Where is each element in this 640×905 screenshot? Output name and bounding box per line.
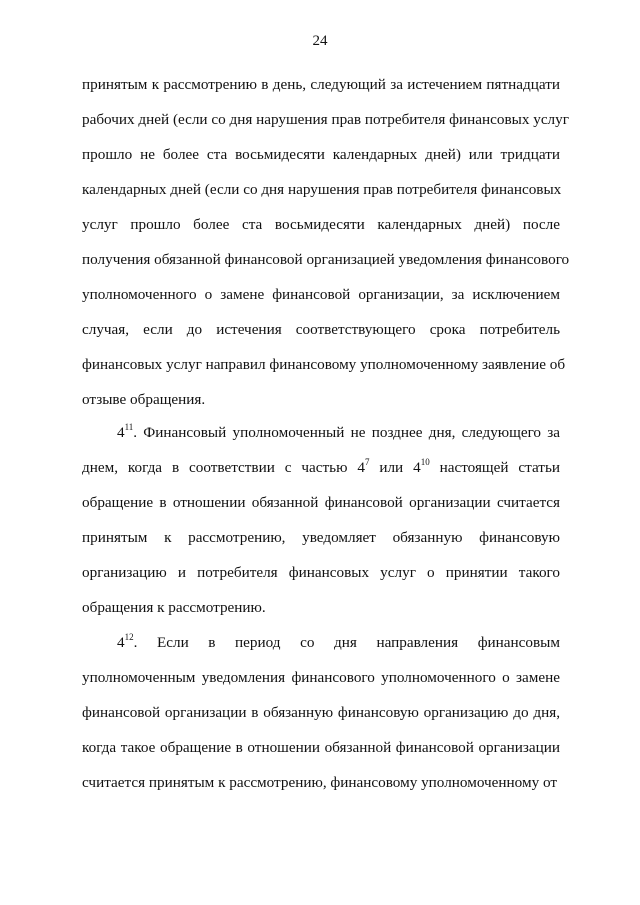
text-run: уполномоченного о замене финансовой организации, за исключением — [82, 286, 560, 303]
superscript: 11 — [124, 422, 134, 432]
text-line — [117, 423, 560, 443]
text-run: обращения к рассмотрению. — [82, 599, 266, 616]
text-run: обращение в отношении обязанной финансовой организации считается — [82, 494, 560, 511]
text-line — [82, 285, 560, 305]
text-run: услуг прошло более ста восьмидесяти календарных дней) после — [82, 216, 560, 233]
text-run: . Финансовый уполномоченный не позднее дня, следующего за — [133, 424, 560, 441]
text-run: принятым к рассмотрению, уведомляет обязанную финансовую — [82, 529, 560, 546]
text-run: настоящей статьи — [429, 459, 560, 476]
text-line — [82, 563, 560, 583]
page-number: 24 — [312, 33, 328, 49]
text-line — [82, 355, 566, 375]
text-run: случая, если до истечения соответствующего срока потребитель — [82, 321, 560, 338]
text-line — [117, 633, 560, 653]
text-run: календарных дней (если со дня нарушения прав потребителя финансовых — [82, 181, 562, 198]
text-line — [82, 703, 560, 723]
text-run: днем, когда в соответствии с частью 4 — [82, 459, 365, 476]
text-line — [82, 390, 560, 410]
text-line — [82, 598, 560, 618]
text-run: финансовой организации в обязанную финансовую организацию до дня, — [82, 704, 560, 721]
text-run: или 4 — [369, 459, 421, 476]
text-line — [82, 180, 560, 200]
text-run: получения обязанной финансовой организацией уведомления финансового — [82, 251, 570, 268]
text-line — [82, 668, 560, 688]
text-run: считается принятым к рассмотрению, финансовому уполномоченному от — [82, 774, 557, 791]
text-run: рабочих дней (если со дня нарушения прав потребителя финансовых услуг — [82, 111, 569, 128]
text-run: отзыве обращения. — [82, 391, 206, 408]
text-line — [82, 75, 560, 95]
text-run: 4 — [117, 634, 125, 651]
superscript: 10 — [420, 457, 430, 467]
text-run: . Если в период со дня направления финансовым — [133, 634, 560, 651]
text-run: прошло не более ста восьмидесяти календарных дней) или тридцати — [82, 146, 560, 163]
text-run: когда такое обращение в отношении обязанной финансовой организации — [82, 739, 560, 756]
text-run: уполномоченным уведомления финансового уполномоченного о замене — [82, 669, 560, 686]
text-line — [82, 493, 560, 513]
text-line — [82, 215, 560, 235]
text-line — [82, 110, 569, 130]
text-run: принятым к рассмотрению в день, следующий за истечением пятнадцати — [82, 76, 560, 93]
text-line — [82, 145, 560, 165]
text-run: финансовых услуг направил финансовому уполномоченному заявление об — [82, 356, 566, 373]
superscript: 7 — [364, 457, 370, 467]
text-line — [82, 773, 560, 793]
text-run: организацию и потребителя финансовых услуг о принятии такого — [82, 564, 560, 581]
text-line — [82, 250, 570, 270]
text-line — [82, 458, 560, 478]
text-line — [82, 738, 560, 758]
text-run: 4 — [117, 424, 125, 441]
superscript: 12 — [124, 632, 134, 642]
text-line — [82, 528, 560, 548]
text-line — [82, 320, 560, 340]
